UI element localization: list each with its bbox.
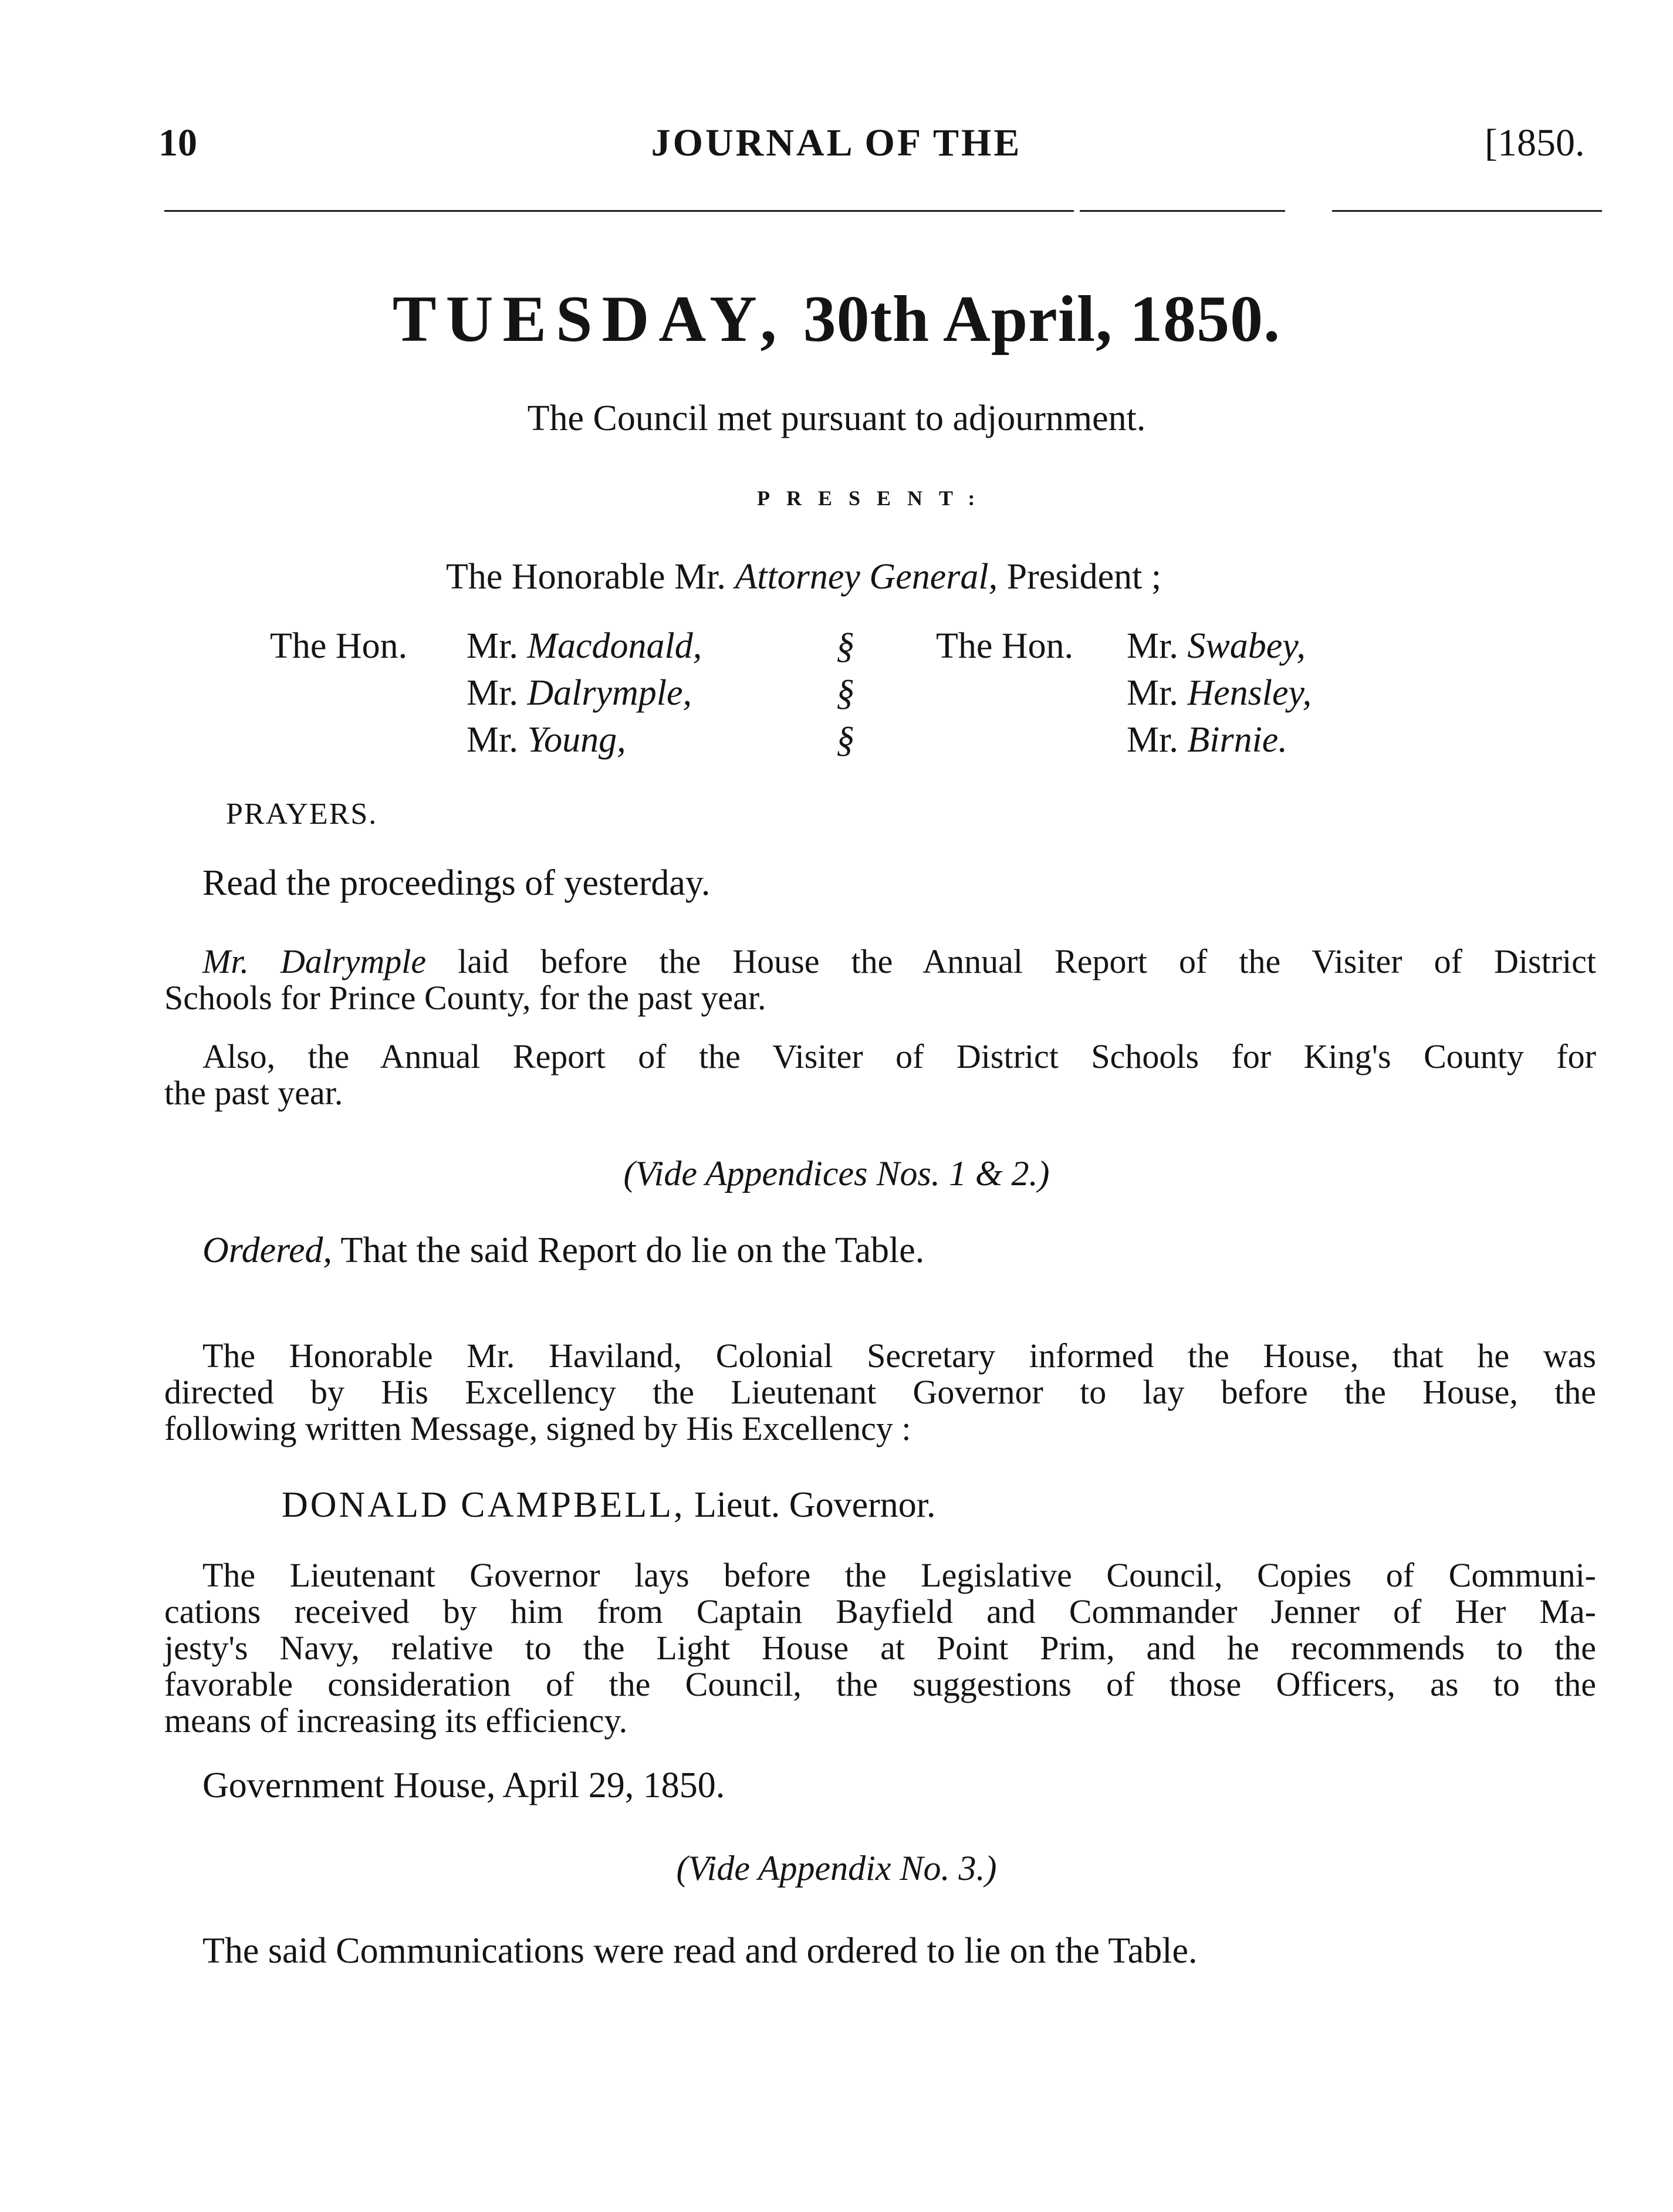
prayers-heading: PRAYERS.: [226, 797, 378, 831]
member-title: Mr.: [467, 720, 518, 760]
member-title: Mr.: [1127, 673, 1178, 713]
haviland-line-3: following written Message, signed by His Excellency :: [164, 1409, 911, 1447]
present-label: PRESENT:: [757, 486, 992, 510]
member-left-1: [467, 625, 702, 667]
president-line: [446, 556, 1161, 598]
member-name: Young,: [527, 720, 626, 760]
also-line-1: Also, the Annual Report of the Visiter of District Schools for King's County for: [202, 1037, 1596, 1075]
date-heading-day: TUESDAY,: [392, 283, 786, 356]
member-title: Mr.: [467, 626, 518, 666]
dalrymple-text: laid before the House the Annual Report of the Visiter of District: [458, 942, 1597, 980]
dalrymple-line-2: Schools for Prince County, for the past year.: [164, 979, 766, 1017]
date-heading-date: 30th April, 1850.: [803, 283, 1281, 356]
message-line-5: means of increasing its efficiency.: [164, 1702, 628, 1740]
member-right-3: [1127, 719, 1287, 761]
members-left-prefix: The Hon.: [270, 626, 408, 666]
haviland-line-1: The Honorable Mr. Haviland, Colonial Secretary informed the House, that he was: [202, 1337, 1596, 1375]
member-left-2: [467, 672, 692, 714]
header-rule: [164, 210, 1074, 212]
member-title: Mr.: [1127, 720, 1178, 760]
message-line-2: cations received by him from Captain Bayfield and Commander Jenner of Her Ma-: [164, 1592, 1596, 1631]
dalrymple-name: Mr. Dalrymple: [202, 942, 427, 980]
ordered-line: [202, 1230, 924, 1271]
member-name: Swabey,: [1187, 626, 1306, 666]
member-title: Mr.: [467, 673, 518, 713]
president-name: Attorney General,: [735, 557, 998, 597]
president-suffix: President ;: [1006, 557, 1162, 597]
section-mark: §: [836, 720, 854, 760]
member-left-3: [467, 719, 626, 761]
section-mark: §: [836, 673, 854, 713]
header-rule-segment: [1332, 210, 1602, 212]
read-proceedings: Read the proceedings of yesterday.: [202, 863, 711, 903]
member-name: Dalrymple,: [527, 673, 692, 713]
haviland-line-2: directed by His Excellency the Lieutenant Governor to lay before the House, the: [164, 1373, 1596, 1411]
also-line-2: the past year.: [164, 1074, 343, 1112]
signature-title: Lieut. Governor.: [694, 1485, 936, 1525]
header-rule-segment: [1080, 210, 1285, 212]
member-name: Macdonald,: [527, 626, 702, 666]
member-name: Birnie.: [1187, 720, 1287, 760]
date-heading: [0, 282, 1673, 357]
president-prefix: The Honorable Mr.: [446, 557, 726, 597]
ordered-text: That the said Report do lie on the Table.: [340, 1230, 925, 1270]
member-right-2: [1127, 672, 1312, 714]
signature: [282, 1484, 935, 1526]
dalrymple-line-1: [202, 943, 1596, 980]
member-title: Mr.: [1127, 626, 1178, 666]
vide-appendix-3: (Vide Appendix No. 3.): [676, 1849, 997, 1888]
page-number: 10: [158, 121, 197, 164]
members-right-prefix: The Hon.: [936, 626, 1074, 666]
government-house-line: Government House, April 29, 1850.: [202, 1765, 725, 1805]
running-title: JOURNAL OF THE: [651, 121, 1022, 164]
section-mark: §: [836, 626, 854, 666]
met-line: The Council met pursuant to adjournment.: [527, 398, 1146, 438]
member-right-1: [1127, 625, 1306, 667]
member-name: Hensley,: [1187, 673, 1312, 713]
page-year: [1850.: [1485, 121, 1585, 164]
message-line-4: favorable consideration of the Council, the suggestions of those Officers, as to the: [164, 1665, 1596, 1703]
ordered-label: Ordered,: [202, 1230, 332, 1270]
vide-appendices-1-2: (Vide Appendices Nos. 1 & 2.): [623, 1154, 1050, 1193]
signature-name: DONALD CAMPBELL,: [282, 1485, 685, 1525]
message-line-3: jesty's Navy, relative to the Light House at Point Prim, and he recommends to the: [164, 1629, 1596, 1667]
message-line-1: The Lieutenant Governor lays before the Legislative Council, Copies of Communi-: [202, 1556, 1596, 1594]
final-line: The said Communications were read and ordered to lie on the Table.: [202, 1931, 1198, 1971]
